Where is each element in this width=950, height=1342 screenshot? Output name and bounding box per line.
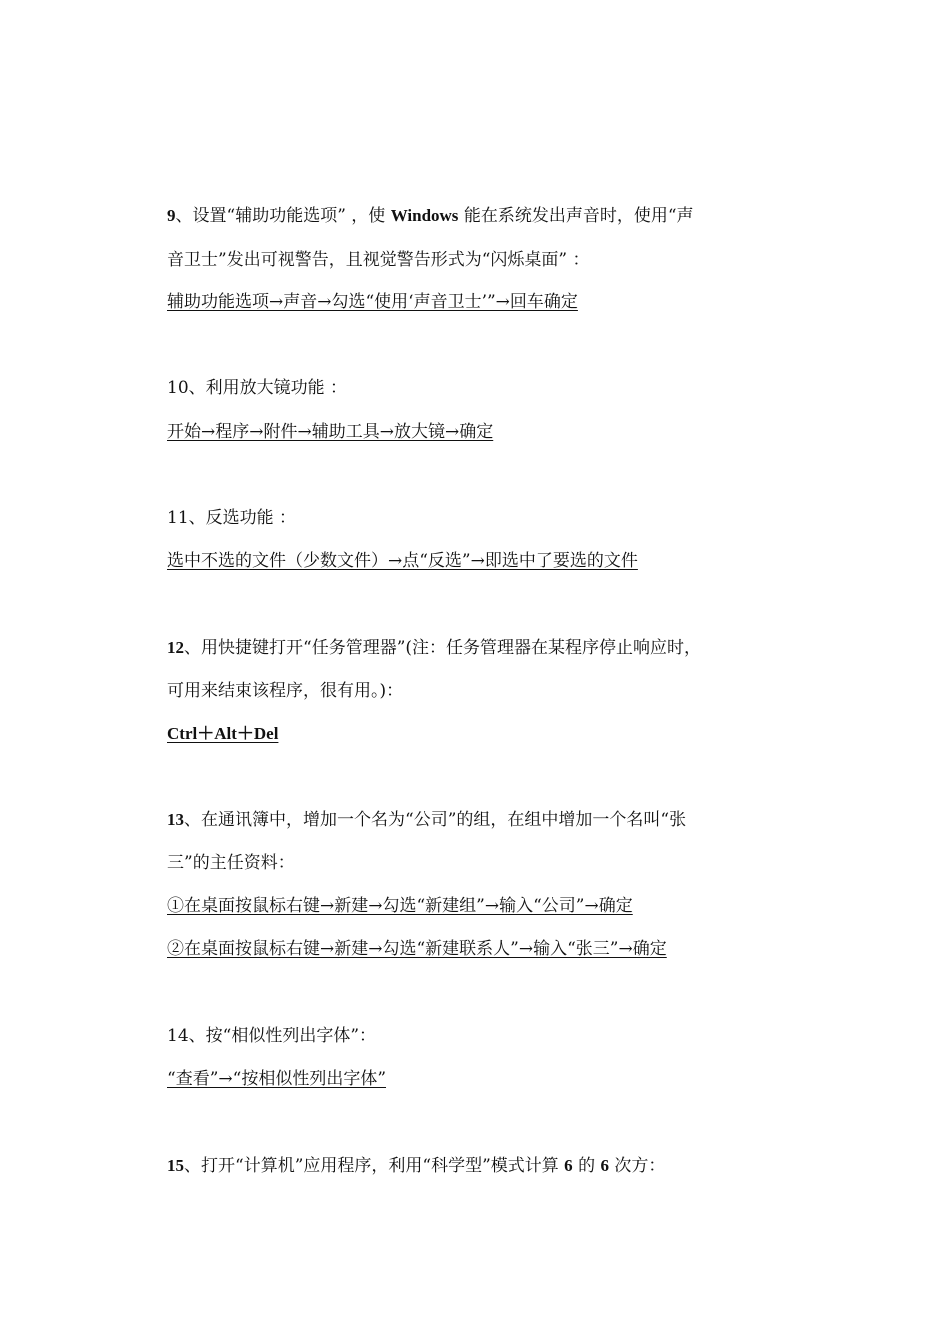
q14-line-1: 14、按“相似性列出字体”：	[167, 1026, 377, 1046]
q9-line-1	[167, 204, 694, 228]
q12-text: 、用快捷键打开“任务管理器”(注：任务管理器在某程序停止响应时，	[184, 638, 702, 658]
q15-line-1	[167, 1154, 665, 1178]
q12-number: 12	[167, 638, 184, 657]
q15-text-e: 次方：	[608, 1156, 666, 1176]
q12-line-2: 可用来结束该程序，很有用。)：	[167, 681, 404, 701]
q15-text-a: 、打开“计算机”应用程序，利用“科学型”模式计算	[184, 1156, 565, 1176]
q9-line-2: 音卫士”发出可视警告，且视觉警告形式为“闪烁桌面” ：	[167, 250, 590, 270]
q13-answer-2: ②在桌面按鼠标右键→新建→勾选“新建联系人”→输入“张三”→确定	[167, 939, 667, 959]
q13-number: 13	[167, 810, 184, 829]
q13-line-1	[167, 808, 686, 832]
q12-line-1	[167, 636, 701, 660]
q9-windows: Windows	[390, 206, 459, 225]
q10-line-1: 10、利用放大镜功能 ：	[167, 378, 348, 398]
q14-answer: “查看”→“按相似性列出字体”	[167, 1069, 387, 1089]
q15-base: 6	[564, 1156, 573, 1175]
q12-answer: Ctrl＋Alt＋Del	[167, 724, 279, 743]
q9-text-a: 、设置“辅助功能选项” ，使	[175, 206, 391, 226]
q13-text: 、在通讯簿中，增加一个名为“公司”的组，在组中增加一个名叫“张	[184, 810, 687, 830]
q11-line-1: 11、反选功能 ：	[167, 508, 297, 528]
q15-number: 15	[167, 1156, 184, 1175]
q15-exponent: 6	[600, 1156, 609, 1175]
q13-answer-1: ①在桌面按鼠标右键→新建→勾选“新建组”→输入“公司”→确定	[167, 896, 633, 916]
q15-text-c: 的	[572, 1156, 601, 1176]
q11-answer: 选中不选的文件（少数文件）→点“反选”→即选中了要选的文件	[167, 551, 638, 571]
q9-answer: 辅助功能选项→声音→勾选“使用‘声音卫士’”→回车确定	[167, 292, 578, 312]
q10-answer: 开始→程序→附件→辅助工具→放大镜→确定	[167, 422, 494, 442]
q9-number: 9	[167, 206, 176, 225]
q9-text-c: 能在系统发出声音时，使用“声	[458, 206, 694, 226]
q13-line-2: 三”的主任资料：	[167, 853, 295, 873]
